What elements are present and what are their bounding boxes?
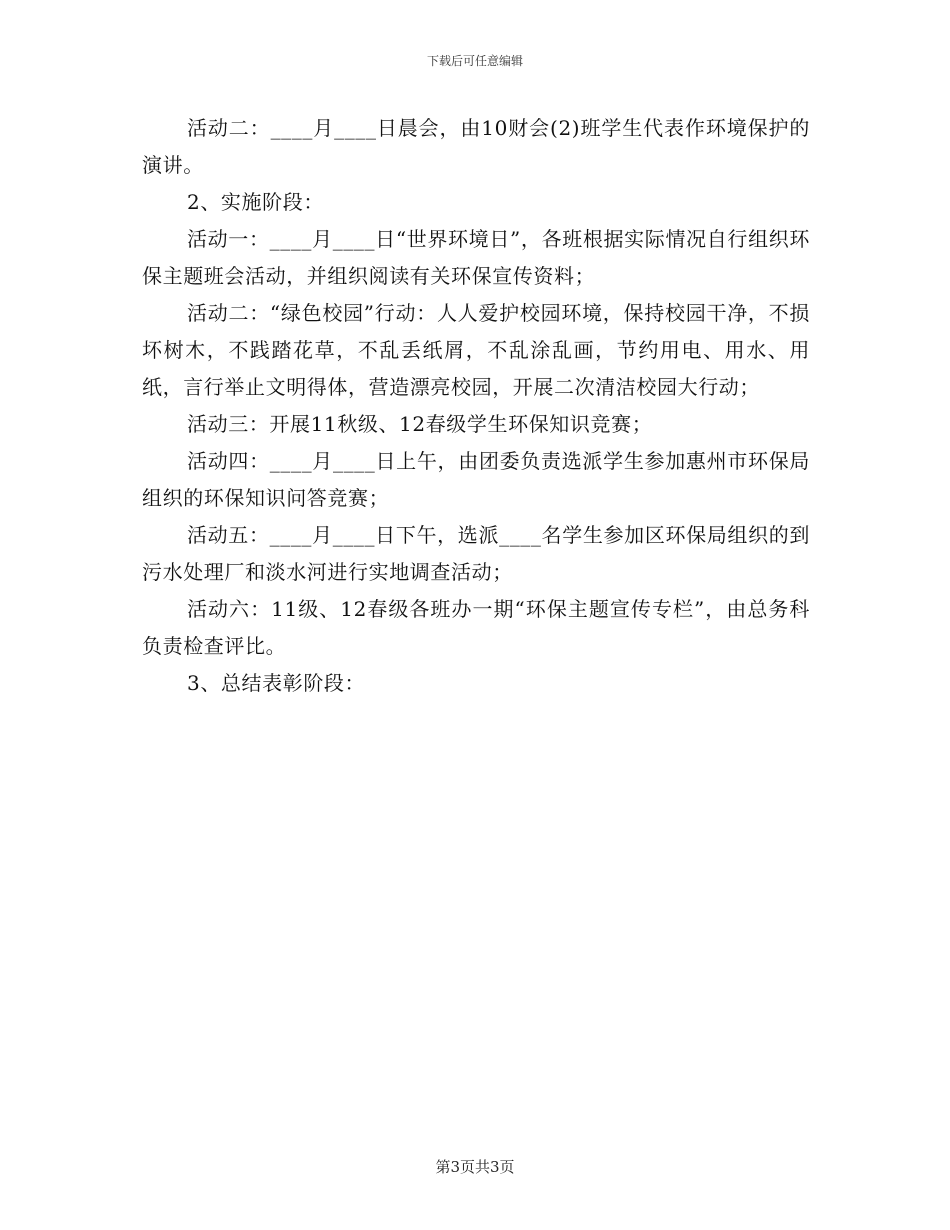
paragraph-activity-5: 活动五：____月____日下午，选派____名学生参加区环保局组织的到污水处理厂和淡水河进行实地调查活动； (142, 523, 810, 584)
paragraph-activity-2-green-campus: 活动二：“绿色校园”行动：人人爱护校园环境，保持校园干净，不损坏树木，不践踏花草，不乱丢纸屑，不乱涂乱画，节约用电、用水、用纸，言行举止文明得体，营造漂亮校园，开展二次清洁校园大行动； (142, 301, 810, 399)
paragraph-activity-6: 活动六：11级、12春级各班办一期“环保主题宣传专栏”，由总务科负责检查评比。 (142, 597, 810, 658)
paragraph-activity-4: 活动四：____月____日上午，由团委负责选派学生参加惠州市环保局组织的环保知识问答竞赛； (142, 449, 810, 510)
page-footer: 第3页共3页 (435, 1158, 515, 1176)
section-heading-summary: 3、总结表彰阶段： (187, 671, 366, 695)
paragraph-activity-3: 活动三：开展11秋级、12春级学生环保知识竞赛； (187, 412, 653, 436)
paragraph-activity-2-morning-meeting: 活动二：____月____日晨会，由10财会(2)班学生代表作环境保护的演讲。 (142, 116, 810, 177)
paragraph-activity-1: 活动一：____月____日“世界环境日”，各班根据实际情况自行组织环保主题班会活动，并组织阅读有关环保宣传资料； (142, 227, 810, 288)
document-body (142, 110, 810, 702)
section-heading-implementation: 2、实施阶段： (187, 190, 324, 214)
page-header: 下载后可任意编辑 (426, 54, 523, 68)
